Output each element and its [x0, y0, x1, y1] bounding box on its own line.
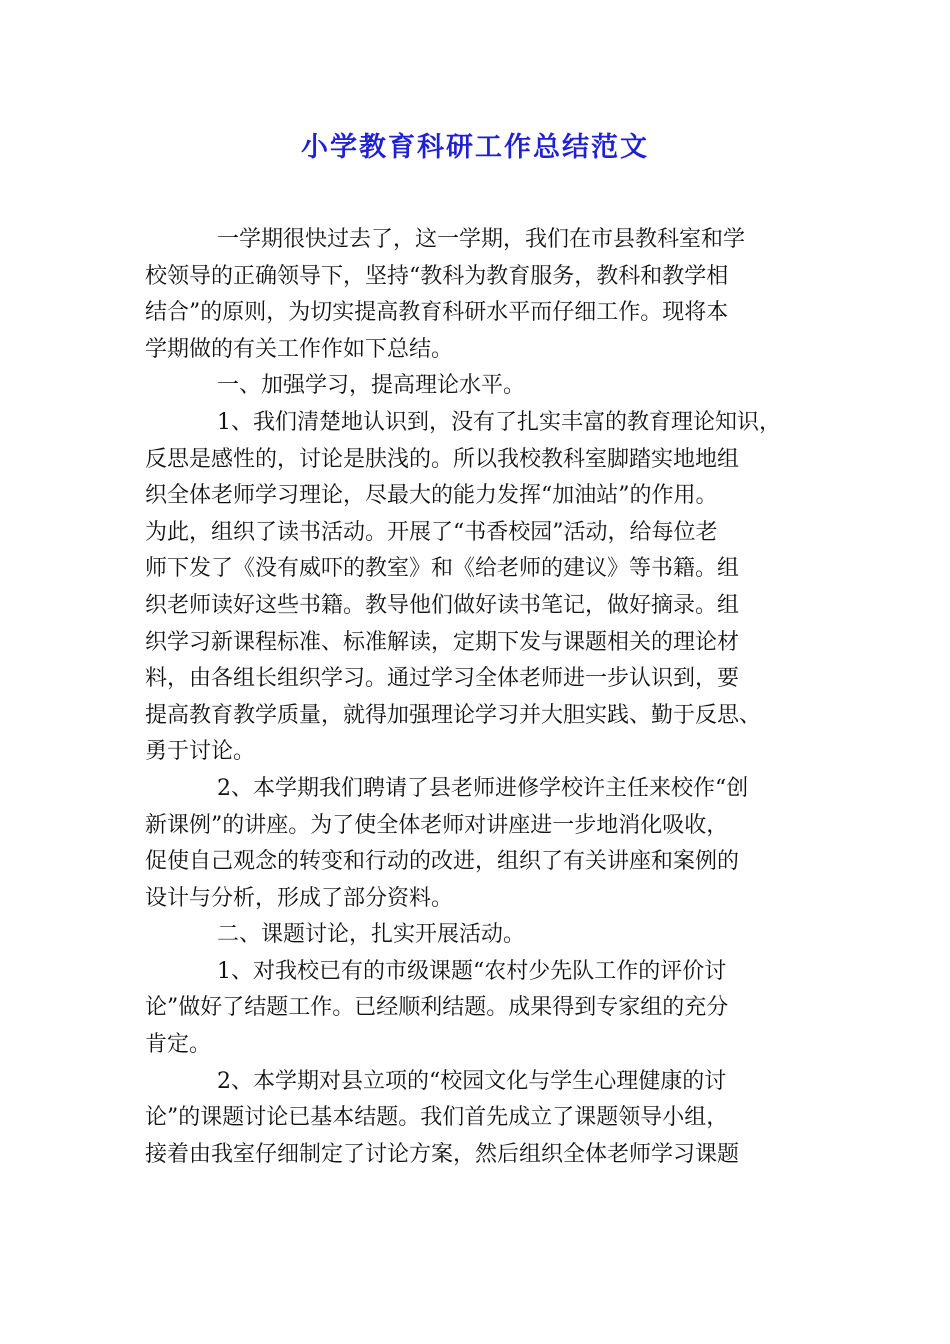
- text-line: 论”的课题讨论已基本结题。我们首先成立了课题领导小组，: [145, 1105, 729, 1131]
- text-line: 校领导的正确领导下，坚持“教科为教育服务，教科和教学相: [145, 263, 729, 289]
- text-line: 论”做好了结题工作。已经顺利结题。成果得到专家组的充分: [145, 995, 729, 1021]
- text-line: 1、我们清楚地认识到，没有了扎实丰富的教育理论知识，: [217, 409, 781, 435]
- text-line: 二、课题讨论，扎实开展活动。: [217, 922, 526, 948]
- text-line: 促使自己观念的转变和行动的改进，组织了有关讲座和案例的: [145, 849, 740, 875]
- text-line: 1、对我校已有的市级课题“农村少先队工作的评价讨: [217, 958, 727, 984]
- text-line: 学期做的有关工作作如下总结。: [145, 336, 454, 362]
- text-line: 勇于讨论。: [145, 739, 256, 765]
- text-line: 一学期很快过去了，这一学期，我们在市县教科室和学: [217, 227, 746, 252]
- text-line: 接着由我室仔细制定了讨论方案，然后组织全体老师学习课题: [145, 1141, 740, 1167]
- document-title: 小学教育科研工作总结范文: [301, 132, 649, 163]
- text-line: 反思是感性的，讨论是肤浅的。所以我校教科室脚踏实地地组: [145, 446, 740, 472]
- text-line: 2、本学期对县立项的“校园文化与学生心理健康的讨: [217, 1068, 727, 1094]
- text-line: 2、本学期我们聘请了县老师进修学校许主任来校作“创: [217, 775, 749, 801]
- text-line: 结合”的原则，为切实提高教育科研水平而仔细工作。现将本: [145, 300, 729, 326]
- text-line: 一、加强学习，提高理论水平。: [217, 373, 526, 399]
- text-line: 设计与分析，形成了部分资料。: [145, 885, 454, 911]
- document-body: [145, 222, 815, 1173]
- text-line: 新课例”的讲座。为了使全体老师对讲座进一步地消化吸收，: [145, 812, 729, 838]
- text-line: 提高教育教学质量，就得加强理论学习并大胆实践、勤于反思、: [145, 702, 762, 728]
- text-line: 织老师读好这些书籍。教导他们做好读书笔记，做好摘录。组: [145, 592, 740, 618]
- text-line: 师下发了《没有威吓的教室》和《给老师的建议》等书籍。组: [145, 556, 740, 582]
- text-line: 织全体老师学习理论，尽最大的能力发挥“加油站”的作用。: [145, 483, 718, 509]
- text-line: 料，由各组长组织学习。通过学习全体老师进一步认识到，要: [145, 666, 740, 692]
- text-line: 织学习新课程标准、标准解读，定期下发与课题相关的理论材: [145, 629, 740, 655]
- text-line: 为此，组织了读书活动。开展了“书香校园”活动，给每位老: [145, 519, 718, 545]
- text-line: 肯定。: [145, 1032, 212, 1058]
